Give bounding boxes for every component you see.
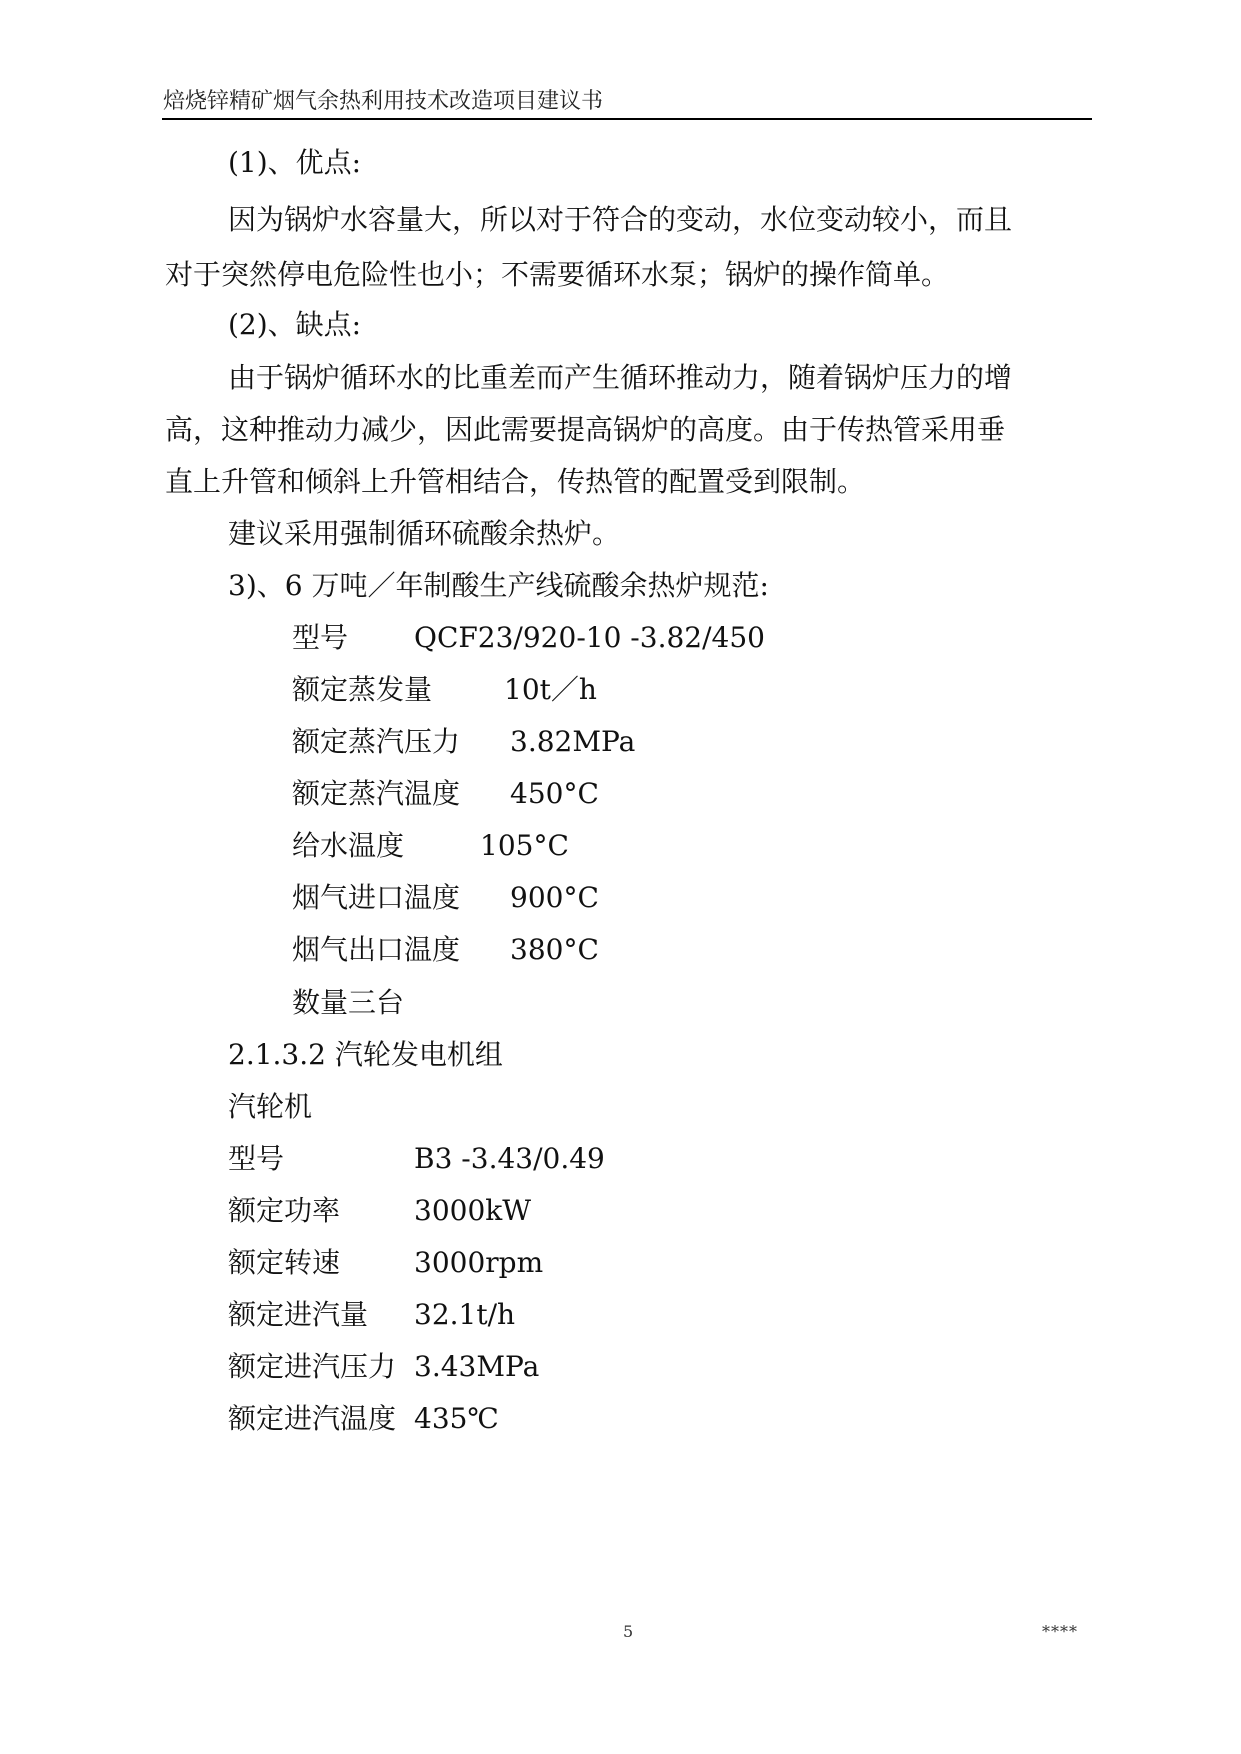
spec-value: 3.82MPa xyxy=(510,725,636,758)
spec-value: 32.1t/h xyxy=(414,1298,516,1331)
spec-label: 额定转速 xyxy=(228,1246,341,1279)
spec-row xyxy=(228,1298,516,1332)
page-number: 5 xyxy=(623,1622,634,1641)
spec-row xyxy=(292,986,404,1020)
spec-row xyxy=(228,1194,532,1228)
spec-row xyxy=(228,1246,544,1280)
spec-label: 额定蒸发量 xyxy=(292,673,433,706)
spec-label: 额定进汽温度 xyxy=(228,1402,397,1435)
spec-label: 烟气出口温度 xyxy=(292,933,461,966)
spec-label: 型号 xyxy=(228,1142,285,1175)
spec-label: 额定进汽量 xyxy=(228,1298,369,1331)
spec-row xyxy=(292,673,597,707)
spec-value: 900°C xyxy=(510,881,599,914)
spec-label: 型号 xyxy=(292,621,349,654)
section-subheading: 汽轮机 xyxy=(228,1090,313,1123)
footer-mark: **** xyxy=(1042,1622,1078,1641)
spec-value: 105°C xyxy=(480,829,569,862)
paragraph-boiler-spec-heading: 3)、6 万吨／年制酸生产线硫酸余热炉规范: xyxy=(228,569,769,602)
spec-value: 435℃ xyxy=(414,1402,499,1435)
spec-label: 额定蒸汽温度 xyxy=(292,777,461,810)
spec-value: B3 -3.43/0.49 xyxy=(414,1142,605,1175)
document-header-title: 焙烧锌精矿烟气余热利用技术改造项目建议书 xyxy=(163,89,604,114)
spec-label: 额定蒸汽压力 xyxy=(292,725,461,758)
spec-label: 给水温度 xyxy=(292,829,405,862)
spec-row xyxy=(228,1402,499,1436)
spec-row xyxy=(292,621,765,655)
section-heading: 2.1.3.2 汽轮发电机组 xyxy=(228,1038,503,1071)
spec-value: 3.43MPa xyxy=(414,1350,540,1383)
paragraph-disadvantages-line-3: 直上升管和倾斜上升管相结合，传热管的配置受到限制。 xyxy=(165,465,866,498)
spec-label: 额定功率 xyxy=(228,1194,341,1227)
spec-value: 10t／h xyxy=(504,673,597,706)
spec-value: 380°C xyxy=(510,933,599,966)
spec-value: 450°C xyxy=(510,777,599,810)
spec-value: 3000rpm xyxy=(414,1246,544,1279)
paragraph-advantages-line-2: 对于突然停电危险性也小；不需要循环水泵；锅炉的操作简单。 xyxy=(165,258,950,291)
paragraph-disadvantages-heading: (2)、缺点: xyxy=(228,308,362,341)
spec-value: 3000kW xyxy=(414,1194,532,1227)
paragraph-advantages-heading: (1)、优点: xyxy=(228,146,362,179)
spec-label: 额定进汽压力 xyxy=(228,1350,397,1383)
spec-row xyxy=(292,777,599,811)
paragraph-disadvantages-line-2: 高，这种推动力减少，因此需要提高锅炉的高度。由于传热管采用垂 xyxy=(165,413,1006,446)
spec-label: 数量三台 xyxy=(292,986,405,1019)
paragraph-disadvantages-line-1: 由于锅炉循环水的比重差而产生循环推动力，随着锅炉压力的增 xyxy=(228,361,1013,394)
spec-row xyxy=(292,725,636,759)
spec-row xyxy=(292,933,599,967)
paragraph-recommendation: 建议采用强制循环硫酸余热炉。 xyxy=(228,517,621,550)
paragraph-advantages-line-1: 因为锅炉水容量大，所以对于符合的变动，水位变动较小，而且 xyxy=(228,203,1013,236)
spec-label: 烟气进口温度 xyxy=(292,881,461,914)
spec-value: QCF23/920-10 -3.82/450 xyxy=(414,621,765,654)
spec-row xyxy=(228,1350,540,1384)
spec-row xyxy=(228,1142,605,1176)
spec-row xyxy=(292,881,599,915)
spec-row xyxy=(292,829,569,863)
header-divider xyxy=(162,118,1092,120)
